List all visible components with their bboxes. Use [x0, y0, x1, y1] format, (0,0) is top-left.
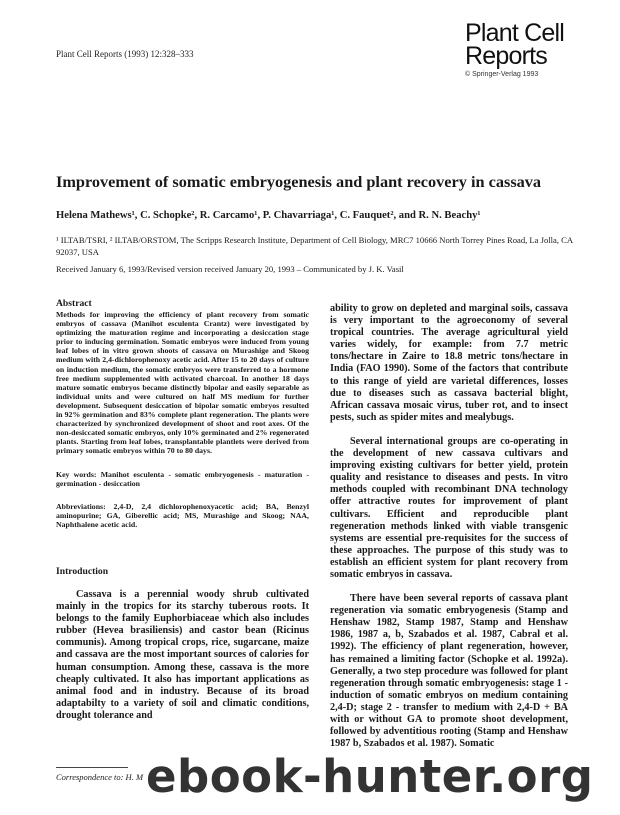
affiliation: ¹ ILTAB/TSRI, ² ILTAB/ORSTOM, The Scripps Research Institute, Department of Cell Biology, MRC7 10666 North Torrey Pines Road, La Jolla, CA 92037, USA — [56, 235, 573, 257]
body-paragraph-1: ability to grow on depleted and marginal soils, cassava is very important to the agroeconomy of several tropical countries. The average agricultural yield varies widely, for example: from 7.7 metric tons/hectare in Zaire to 18.8 metric tons/hectare in India (FAO 1990). Some of the factors that contribute to this range of yield are varietal differences, losses due to diseases such as cassava bacterial blight, African cassava mosaic virus, tuber rot, and to insect pests, such as spider mites and mealybugs. — [330, 303, 568, 423]
keywords — [56, 470, 309, 488]
journal-brand — [465, 19, 564, 78]
watermark: ebook-hunter.org — [146, 750, 594, 803]
introduction-paragraph: Cassava is a perennial woody shrub cultivated mainly in the tropics for its starchy tuberous roots. It belongs to the family Euphorbiaceae which also includes rubber (Hevea brasiliensis) and castor bean (Ricinus communis). Among tropical crops, rice, sugarcane, maize and cassava are the most important sources of calories for human consumption. Among these, cassava is the more cheaply cultivated. It also has important applications as animal food and in industry. Because of its broad adaptabilty to a variety of soil and climatic conditions, drought tolerance and — [56, 588, 309, 721]
body-paragraph-2: Several international groups are co-operating in the development of new cassava cultivars and improving existing cultivars for better yield, protein quality and resistance to diseases and pests. In vitro methods coupled with recombinant DNA technology offer attractive routes for improvement of plant cultivars. Efficient and reproducible plant regeneration methods linked with viable transgenic systems are essential pre-requisites for the success of these approaches. The purpose of this study was to establish an efficient system for plant recovery from somatic embryos in cassava. — [330, 435, 568, 580]
journal-logo — [465, 19, 564, 70]
author-list: Helena Mathews¹, C. Schopke², R. Carcamo¹, P. Chavarriaga¹, C. Fauquet², and R. N. Beachy¹ — [56, 210, 481, 221]
body-paragraph-3: There have been several reports of cassava plant regeneration via somatic embryogenesis (Stamp and Henshaw 1982, Stamp 1987, Stamp and Henshaw 1986, 1987 a, b, Szabados et al. 1987, Cabral et al. 1992). The efficiency of plant regeneration, however, has remained a limiting factor (Schopke et al. 1992a). Generally, a two step procedure was followed for plant regeneration through somatic embryogenesis: stage 1 - induction of somatic embryos on medium containing 2,4-D; stage 2 - transfer to medium with 2,4-D + BA with or without GA to promote shoot development, followed by adventitious rooting (Stamp and Henshaw 1987 b, Szabados et al. 1987). Somatic — [330, 593, 568, 750]
abbreviations-text: 2,4-D, 2,4 dichlorophenoxyacetic acid; BA, Benzyl aminopurine; GA, Giberellic acid; MS, Murashige and Skoog; NAA, Naphthalene acetic acid. — [56, 501, 310, 529]
paper-title: Improvement of somatic embryogenesis and plant recovery in cassava — [56, 172, 542, 191]
abbreviations — [56, 502, 309, 529]
journal-logo-line1: Plant Cell — [465, 19, 564, 47]
footnote-divider — [56, 767, 128, 768]
publisher-copyright: © Springer-Verlag 1993 — [465, 71, 539, 78]
journal-logo-line2: Reports — [465, 42, 547, 70]
left-column — [56, 298, 309, 722]
keywords-label: Key words: — [56, 469, 97, 479]
introduction-heading: Introduction — [56, 565, 109, 577]
abstract-heading: Abstract — [56, 298, 92, 309]
abbreviations-label: Abbreviations: — [56, 501, 106, 511]
abstract-text: Methods for improving the efficiency of plant recovery from somatic embryos of cassava (Manihot esculenta Crantz) were investigated by optimizing the maturation regime and incorporating a desiccation stage prior to inducing germination. Somatic embryos were induced from young leaf lobes of in vitro grown shoots of cassava on Murashige and Skoog medium with 2,4-dichlorophenoxy acetic acid. After 15 to 20 days of culture on induction medium, the somatic embryos were transferred to a hormone free medium supplemented with activated charcoal. In another 18 days mature somatic embryos became distinctly bipolar and easily separable as individual units and were cultured on half MS medium for further development. Subsequent desiccation of bipolar somatic embryos resulted in 92% germination and 83% complete plant regeneration. The plants were characterized by synchronized development of shoot and root axes. Of the non-desiccated somatic embryos, only 10% germinated and 2% regenerated plants. Starting from leaf lobes, transplantable plantlets were derived from primary somatic embryos within 70 to 80 days. — [56, 310, 310, 456]
journal-reference: Plant Cell Reports (1993) 12:328–333 — [56, 49, 194, 59]
right-column — [330, 303, 568, 750]
received-dates: Received January 6, 1993/Revised version received January 20, 1993 – Communicated by J. K. Vasil — [56, 264, 404, 274]
keywords-text: Manihot esculenta - somatic embryogenesis - maturation - germination - desiccation — [56, 469, 309, 488]
correspondence-footnote: Correspondence to: H. M — [56, 772, 144, 782]
